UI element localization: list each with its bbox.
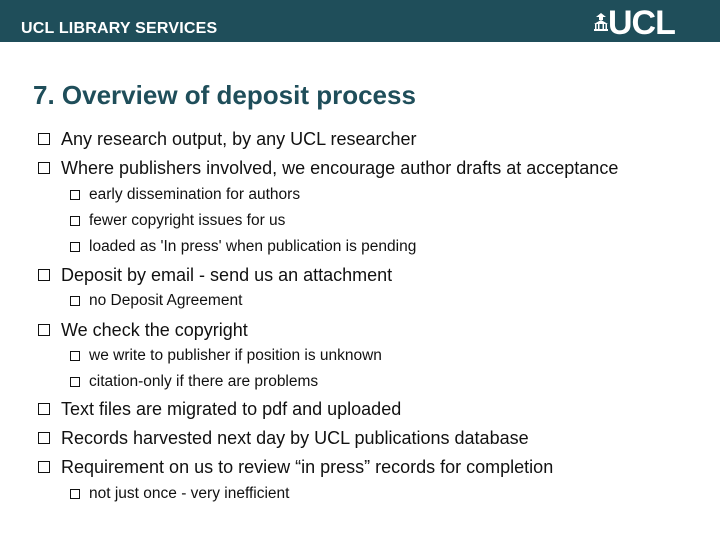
checkbox-bullet-icon [38,269,50,281]
checkbox-bullet-icon [70,296,80,306]
checkbox-bullet-icon [38,133,50,145]
ucl-logo-text: UCL [608,4,675,42]
sub-bullet-text: no Deposit Agreement [89,292,243,309]
bullet-text: Any research output, by any UCL researcher [61,128,417,149]
bullet-text: Requirement on us to review “in press” records for completion [61,456,554,477]
bullet-item [38,319,248,341]
bullet-text: Where publishers involved, we encourage author drafts at acceptance [61,157,619,178]
sub-bullet-text: not just once - very inefficient [89,485,290,502]
checkbox-bullet-icon [70,351,80,361]
bullet-text: Deposit by email - send us an attachment [61,264,393,285]
bullet-item [38,456,553,478]
checkbox-bullet-icon [70,377,80,387]
sub-bullet-item [70,185,300,205]
bullet-text: We check the copyright [61,319,248,340]
sub-bullet-text: fewer copyright issues for us [89,212,286,229]
sub-bullet-item [70,484,289,504]
sub-bullet-text: early dissemination for authors [89,186,301,203]
checkbox-bullet-icon [70,190,80,200]
sub-bullet-item [70,291,242,311]
bullet-text: Text files are migrated to pdf and uploaded [61,398,402,419]
sub-bullet-item [70,237,416,257]
checkbox-bullet-icon [38,461,50,473]
bullet-item [38,264,392,286]
sub-bullet-item [70,346,382,366]
checkbox-bullet-icon [38,403,50,415]
checkbox-bullet-icon [70,216,80,226]
bullet-item [38,157,618,179]
checkbox-bullet-icon [70,242,80,252]
slide-title: 7. Overview of deposit process [33,80,416,110]
bullet-item [38,427,529,449]
sub-bullet-text: we write to publisher if position is unknown [89,347,382,364]
bullet-text: Records harvested next day by UCL publications database [61,427,529,448]
checkbox-bullet-icon [70,489,80,499]
bullet-item [38,128,417,150]
bullet-item [38,398,401,420]
header-title: UCL LIBRARY SERVICES [21,20,218,37]
sub-bullet-item [70,372,318,392]
sub-bullet-text: loaded as 'In press' when publication is pending [89,238,417,255]
checkbox-bullet-icon [38,162,50,174]
sub-bullet-item [70,211,285,231]
sub-bullet-text: citation-only if there are problems [89,373,319,390]
checkbox-bullet-icon [38,432,50,444]
checkbox-bullet-icon [38,324,50,336]
